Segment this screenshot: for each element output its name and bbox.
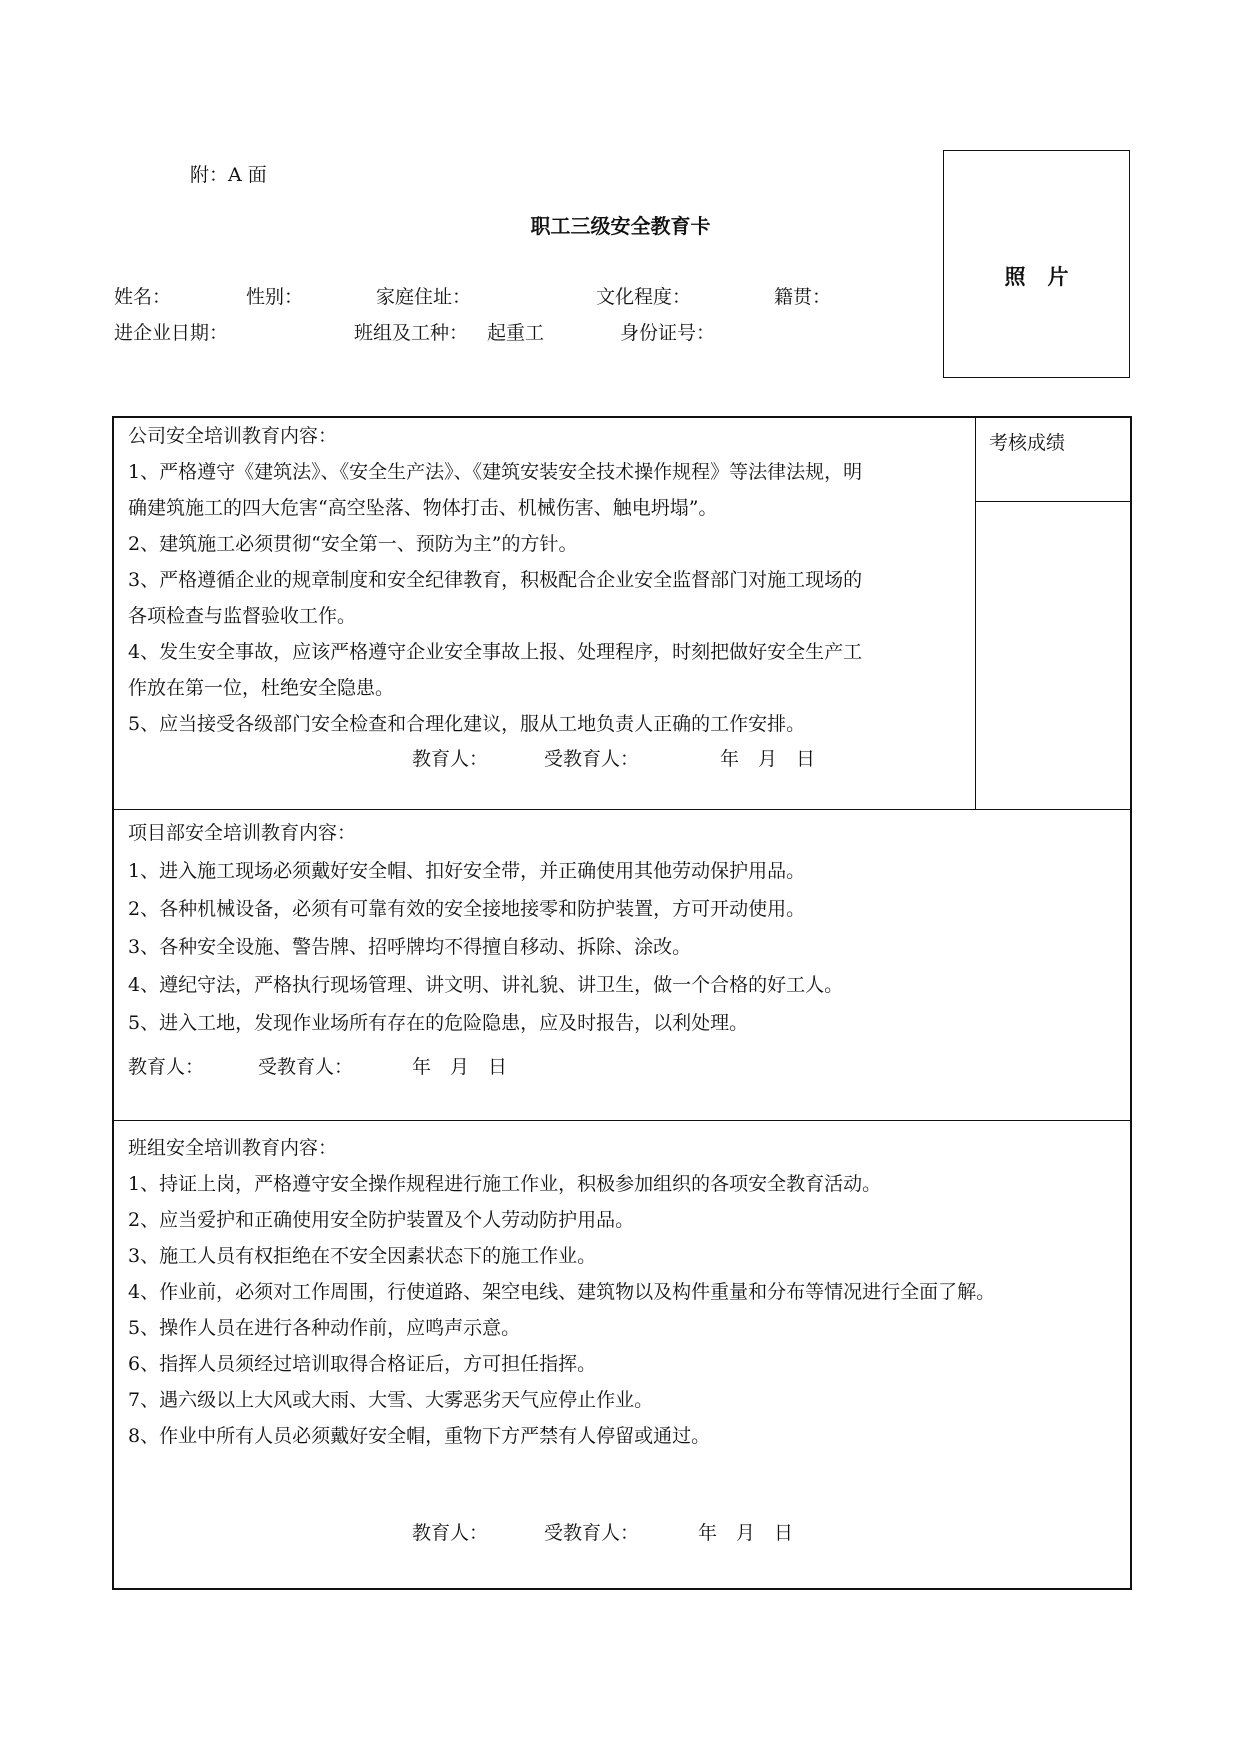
- company-line-8: 5、应当接受各级部门安全检查和合理化建议，服从工地负责人正确的工作安排。: [128, 713, 806, 735]
- team-sign-date: 年 月 日: [698, 1522, 794, 1544]
- project-line-1: 1、进入施工现场必须戴好安全帽、扣好安全带，并正确使用其他劳动保护用品。: [128, 860, 806, 882]
- entry-date-label: 进企业日期：: [114, 322, 229, 344]
- company-line-3: 2、建筑施工必须贯彻“安全第一、预防为主”的方针。: [128, 533, 578, 555]
- id-number-label: 身份证号：: [620, 322, 716, 344]
- company-sign-educatee: 受教育人：: [544, 748, 640, 770]
- photo-box: [943, 150, 1130, 378]
- project-section: [128, 814, 843, 1042]
- name-label: 姓名：: [114, 286, 172, 308]
- team-sign-educator: 教育人：: [412, 1522, 489, 1544]
- team-label: 班组及工种：: [354, 322, 469, 344]
- team-heading: 班组安全培训教育内容：: [128, 1137, 338, 1159]
- education-label: 文化程度：: [596, 286, 692, 308]
- company-line-4: 3、严格遵循企业的规章制度和安全纪律教育，积极配合企业安全监督部门对施工现场的: [128, 569, 863, 591]
- team-line-5: 5、操作人员在进行各种动作前，应鸣声示意。: [128, 1317, 521, 1339]
- score-label: 考核成绩: [989, 432, 1066, 454]
- page-title: 职工三级安全教育卡: [530, 214, 711, 238]
- company-line-6: 4、发生安全事故，应该严格遵守企业安全事故上报、处理程序，时刻把做好安全生产工: [128, 641, 863, 663]
- photo-label: 照片: [1004, 264, 1091, 289]
- company-line-2: 确建筑施工的四大危害“高空坠落、物体打击、机械伤害、触电坍塌”。: [128, 497, 718, 519]
- native-place-label: 籍贯：: [774, 286, 832, 308]
- company-section: [128, 418, 862, 742]
- gender-label: 性别：: [246, 286, 304, 308]
- section-divider-1: [114, 809, 1132, 810]
- score-column-divider: [975, 418, 976, 809]
- company-heading: 公司安全培训教育内容：: [128, 425, 338, 447]
- project-heading: 项目部安全培训教育内容：: [128, 822, 357, 844]
- team-sign-educatee: 受教育人：: [544, 1522, 640, 1544]
- project-line-4: 4、遵纪守法，严格执行现场管理、讲文明、讲礼貌、讲卫生，做一个合格的好工人。: [128, 974, 844, 996]
- appendix-label: 附：A 面: [190, 164, 267, 186]
- team-line-8: 8、作业中所有人员必须戴好安全帽，重物下方严禁有人停留或通过。: [128, 1425, 711, 1447]
- project-line-3: 3、各种安全设施、警告牌、招呼牌均不得擅自移动、拆除、涂改。: [128, 936, 692, 958]
- company-line-7: 作放在第一位，杜绝安全隐患。: [128, 677, 395, 699]
- team-line-7: 7、遇六级以上大风或大雨、大雪、大雾恶劣天气应停止作业。: [128, 1389, 654, 1411]
- company-sign-date: 年 月 日: [720, 748, 816, 770]
- project-line-5: 5、进入工地，发现作业场所有存在的危险隐患，应及时报告，以利处理。: [128, 1012, 749, 1034]
- score-header-divider: [975, 501, 1132, 502]
- section-divider-2: [114, 1120, 1132, 1121]
- team-line-4: 4、作业前，必须对工作周围，行使道路、架空电线、建筑物以及构件重量和分布等情况进行全面了解。: [128, 1281, 996, 1303]
- education-table: [112, 416, 1132, 1590]
- company-line-5: 各项检查与监督验收工作。: [128, 605, 357, 627]
- project-line-2: 2、各种机械设备，必须有可靠有效的安全接地接零和防护装置，方可开动使用。: [128, 898, 806, 920]
- address-label: 家庭住址：: [376, 286, 472, 308]
- team-line-6: 6、指挥人员须经过培训取得合格证后，方可担任指挥。: [128, 1353, 597, 1375]
- project-sign-date: 年 月 日: [412, 1056, 508, 1078]
- company-sign-educator: 教育人：: [412, 748, 489, 770]
- team-section: [128, 1130, 995, 1454]
- team-line-1: 1、持证上岗，严格遵守安全操作规程进行施工作业，积极参加组织的各项安全教育活动。: [128, 1173, 882, 1195]
- project-sign-educatee: 受教育人：: [258, 1056, 354, 1078]
- company-line-1: 1、严格遵守《建筑法》、《安全生产法》、《建筑安装安全技术操作规程》等法律法规，明: [128, 461, 863, 483]
- team-value: 起重工: [487, 322, 545, 344]
- team-line-2: 2、应当爱护和正确使用安全防护装置及个人劳动防护用品。: [128, 1209, 635, 1231]
- project-sign-educator: 教育人：: [128, 1056, 205, 1078]
- team-line-3: 3、施工人员有权拒绝在不安全因素状态下的施工作业。: [128, 1245, 597, 1267]
